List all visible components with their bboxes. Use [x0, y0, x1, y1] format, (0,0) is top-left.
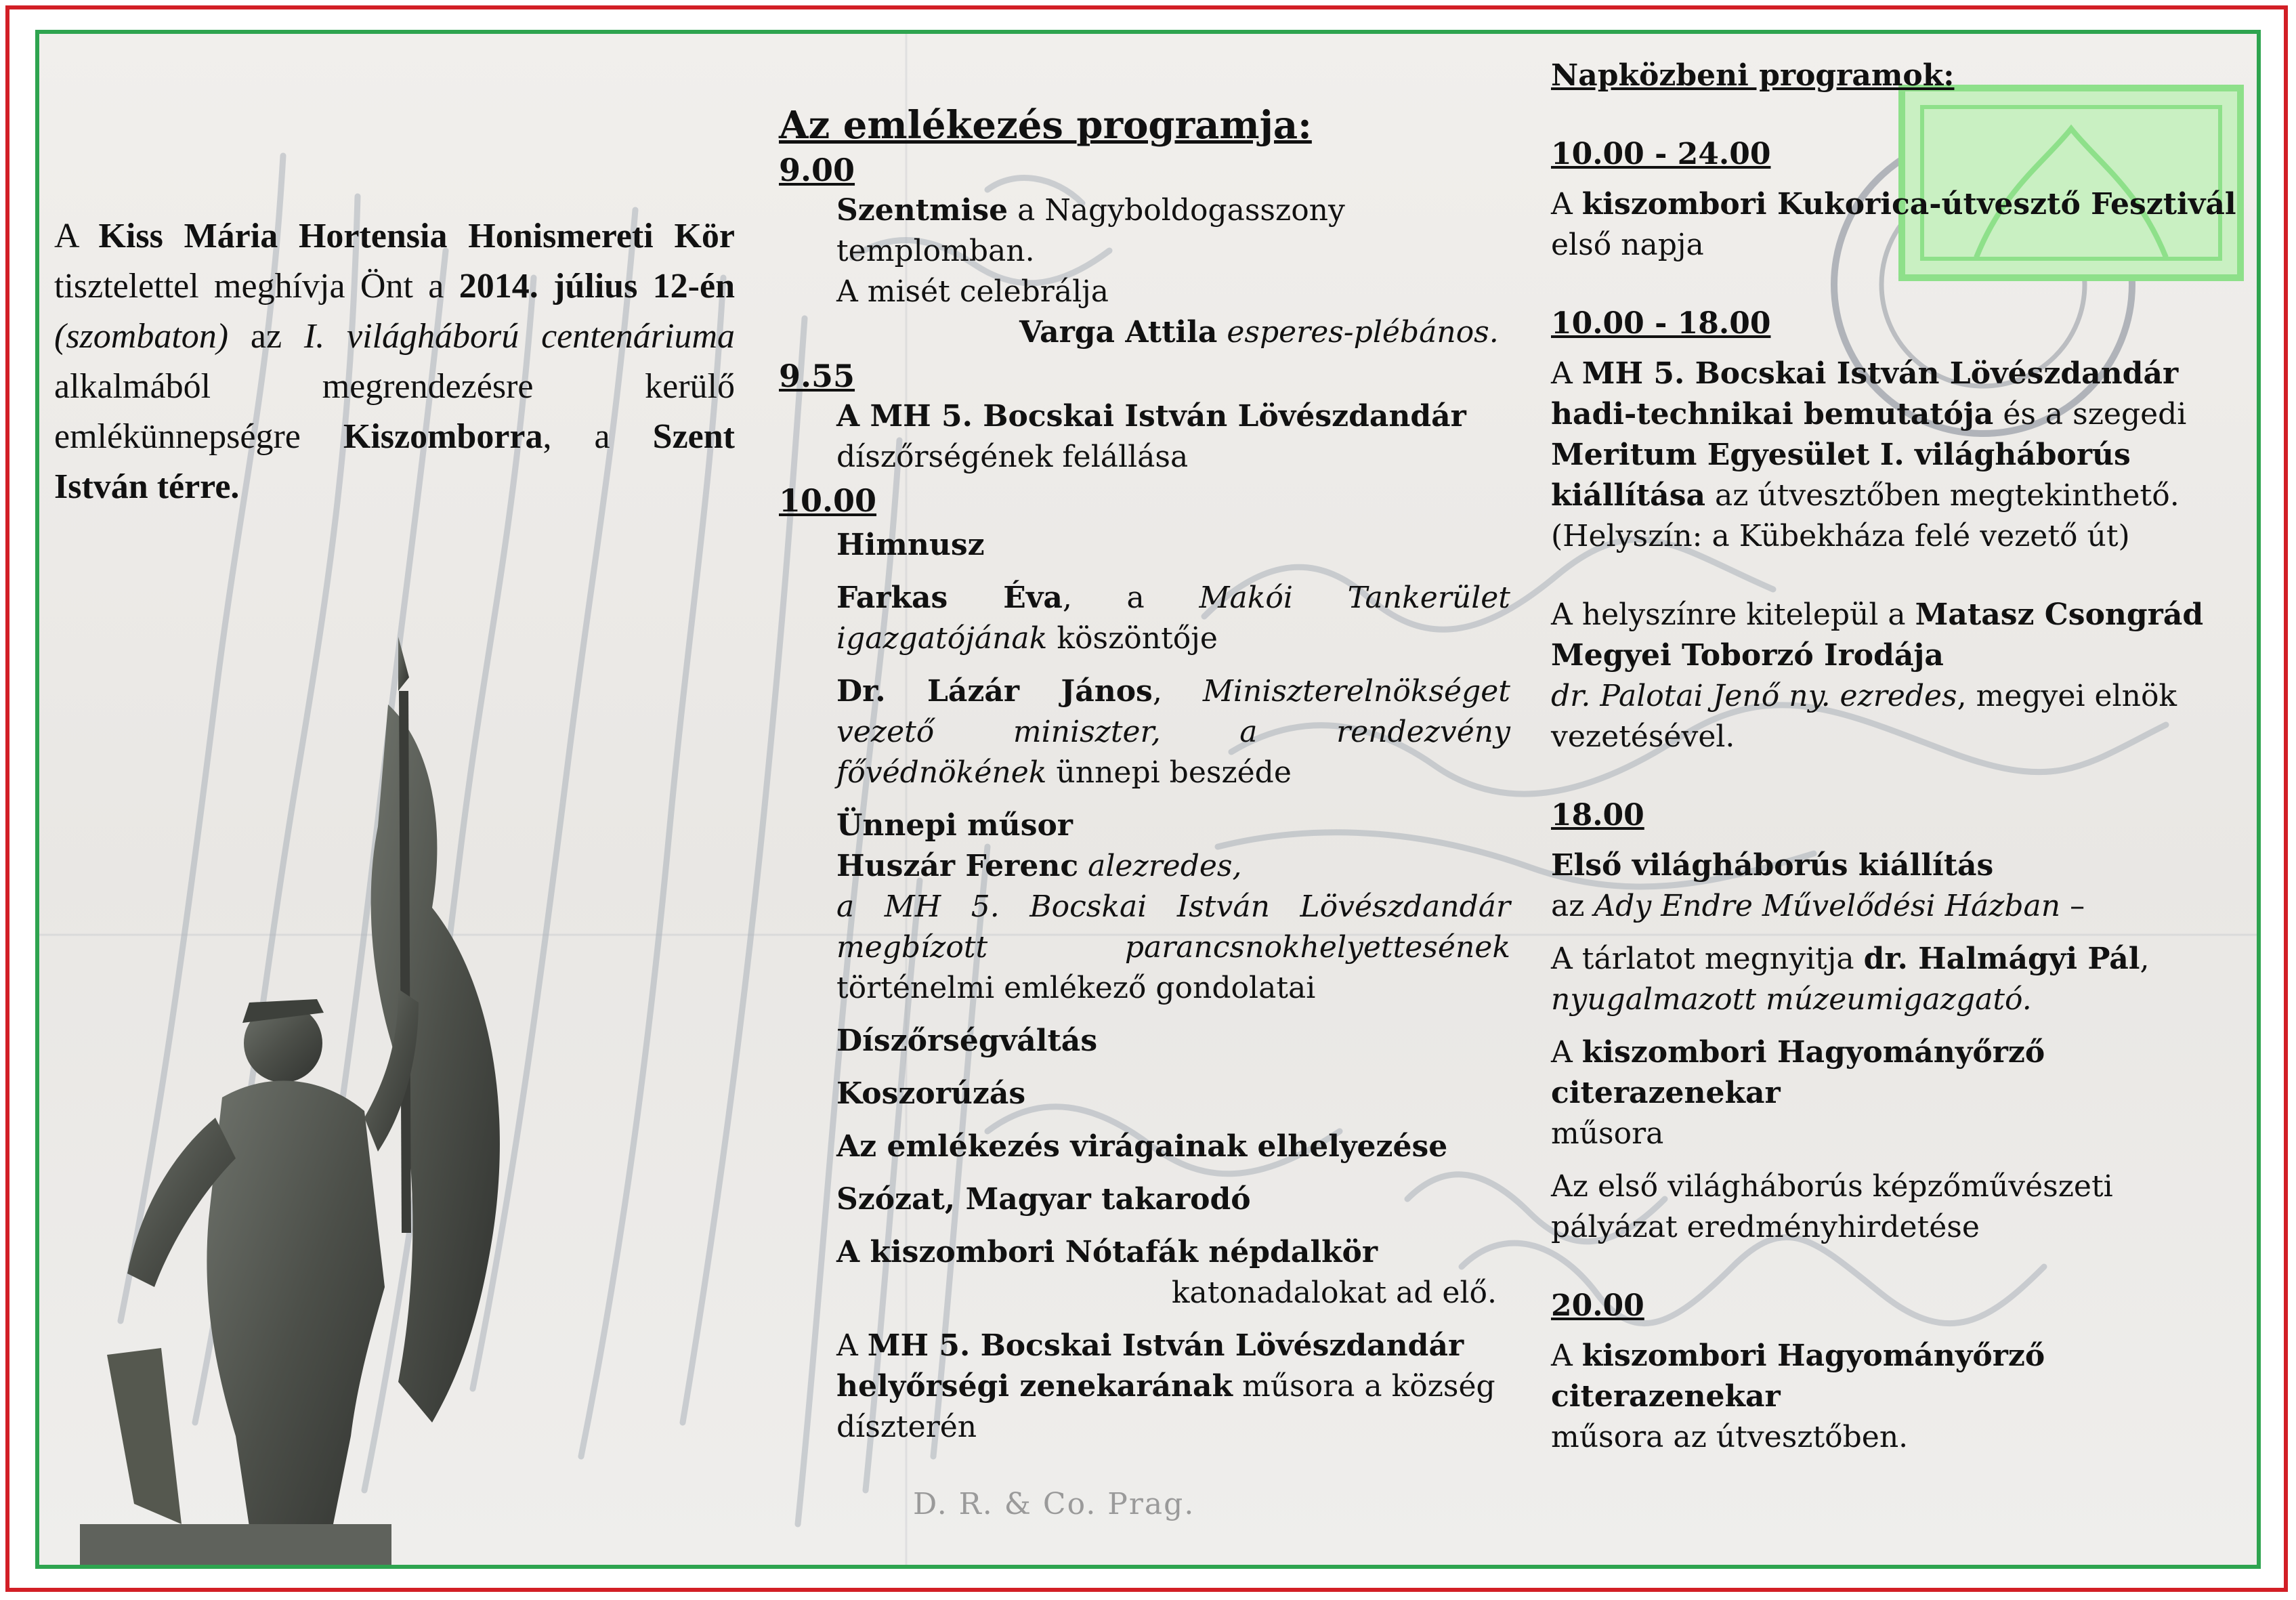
daytime-item-exhibition: A MH 5. Bocskai István Lövészdandár hadi-technikai bemutatója és a szegedi Meritum Egyesület I. világháborús kiállítása az útvesztőben megtekinthető. [1551, 356, 2187, 513]
program-item-honor-guard: A MH 5. Bocskai István Lövészdandár díszőrségének felállása [836, 399, 1466, 474]
program-item-guard-change: Díszőrségváltás [836, 1024, 1098, 1058]
program-item-anthem: Himnusz [836, 528, 985, 562]
time-9-55: 9.55 [779, 358, 855, 394]
program-item-szozat: Szózat, Magyar takarodó [836, 1182, 1251, 1217]
daytime-item-ww1-exhibition: Első világháborús kiállítás az Ady Endre Művelődési Házban – [1551, 848, 2085, 923]
time-10-00: 10.00 [779, 482, 877, 519]
event-location: Kiszomborra [343, 417, 543, 456]
program-item-ceremony: Ünnepi műsor Huszár Ferenc alezredes, a MH 5. Bocskai István Lövészdandár megbízott parancsnokhelyettesének történelmi emlékező gondolatai [836, 808, 1510, 1005]
program-item-wreath: Koszorúzás [836, 1076, 1026, 1111]
time-18-00: 18.00 [1551, 798, 1644, 833]
program-item-mass: Szentmise a Nagyboldogasszony templomban. A misét celebrálja Varga Attila esperes-plébános. [836, 193, 1499, 350]
daytime-item-location: (Helyszín: a Kübekháza felé vezető út) [1551, 519, 2130, 553]
program-item-band: A MH 5. Bocskai István Lövészdandár helyőrségi zenekarának műsora a község díszterén [836, 1328, 1495, 1444]
time-10-24: 10.00 - 24.00 [1551, 137, 1771, 171]
time-10-18: 10.00 - 18.00 [1551, 306, 1771, 341]
daytime-item-art-results: Az első világháborús képzőművészeti pályázat eredményhirdetése [1551, 1169, 2113, 1244]
daytime-item-recruitment: A helyszínre kitelepül a Matasz Csongrád Megyei Toborzó Irodája dr. Palotai Jenő ny. ezredes, megyei elnök vezetésével. [1551, 597, 2204, 754]
program-items-10 [779, 525, 1510, 1448]
program-item-flowers: Az emlékezés virágainak elhelyezése [836, 1129, 1448, 1164]
daytime-item-zither: A kiszombori Hagyományőrző citerazenekar műsora [1551, 1035, 2045, 1151]
time-9-00: 9.00 [779, 152, 855, 188]
organizer-name: Kiss Mária Hortensia Honismereti Kör [98, 217, 735, 255]
memorial-program [779, 105, 1510, 1448]
postcard-imprint: D. R. & Co. Prag. [913, 1487, 1195, 1521]
daytime-programs [1551, 56, 2249, 1458]
daytime-item-evening-zither: A kiszombori Hagyományőrző citerazenekar műsora az útvesztőben. [1551, 1339, 2045, 1454]
invitation-intro: A Kiss Mária Hortensia Honismereti Kör tisztelettel meghívja Önt a 2014. július 12-én (szombaton) az I. világháború centenáriuma alkalmából megrendezésre kerülő emlékünnepségre Kiszomborra, a Szent István térre. [54, 217, 735, 506]
program-title: Az emlékezés programja: [779, 103, 1312, 148]
event-square: Szent István térre. [54, 417, 735, 506]
daytime-item-festival: A kiszombori Kukorica-útvesztő Fesztivál első napja [1551, 187, 2236, 262]
program-item-choir: A kiszombori Nótafák népdalkör katonadalokat ad elő. [836, 1235, 1497, 1310]
program-item-farkas: Farkas Éva, a Makói Tankerület igazgatójának köszöntője [836, 581, 1510, 656]
daytime-item-opening: A tárlatot megnyitja dr. Halmágyi Pál, nyugalmazott múzeumigazgató. [1551, 942, 2150, 1017]
time-20-00: 20.00 [1551, 1288, 1644, 1323]
daytime-programs-title: Napközbeni programok: [1551, 58, 1955, 93]
soldier-statue-image [80, 623, 513, 1565]
program-item-lazar: Dr. Lázár János, Miniszterelnökséget vezető miniszter, a rendezvény fővédnökének ünnepi beszéde [836, 674, 1510, 790]
event-date: 2014. július 12-én [459, 267, 735, 306]
